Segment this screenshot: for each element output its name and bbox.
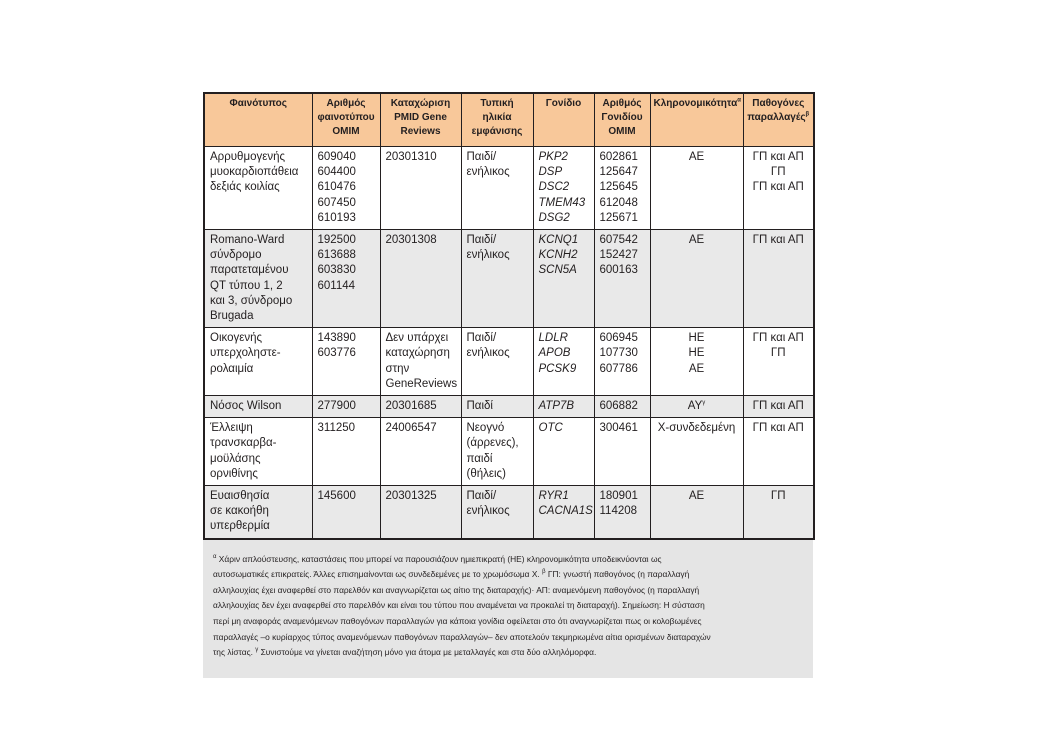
cell-line: 125647 [599,166,638,179]
cell-line: ΓΠ και ΑΠ [752,422,804,435]
cell-line: PKP2 [538,151,568,163]
cell-gene [533,418,594,486]
cell-gene-omim [594,230,650,328]
cell-line: 145600 [317,490,356,503]
header-inheritance: Κληρονομικότητα$^\alpha$ [650,93,743,147]
cell-line: ΓΠ και ΑΠ [752,181,804,194]
cell-line: (άρρενες), [466,437,519,450]
footnote-line: περί μη αναφοράς αναμενόμενων παθογόνων παραλλαγών για κάποια γονίδια οφείλεται στο ότι αναγνωρίζεται πως οι κολοβωμένες [213,616,702,627]
cell-line: RYR1 [538,490,569,503]
cell-line: μυοκαρδιοπάθεια [210,166,299,179]
cell-pmid [380,396,461,418]
cell-line: 180901 [599,490,638,503]
footnote-line: $^\alpha$ Χάριν απλούστευσης, καταστάσεις που μπορεί να παρουσιάζουν ημιεπικρατή (ΗΕ) κληρονομικότητα υποδεικνύονται ως [213,553,662,564]
cell-line: ΓΠ [770,347,786,360]
cell-phenotype [204,147,312,230]
cell-line: Νεογνό [466,422,505,435]
cell-line: (θήλεις) [466,467,506,480]
cell-line: ΓΠ και ΑΠ [752,400,804,413]
table-panel [203,92,813,672]
cell-line: PCSK9 [538,362,577,375]
cell-phenotype-omim [312,486,380,539]
cell-line: 20301308 [385,234,437,247]
cell-line: 107730 [599,347,638,360]
cell-line: 20301685 [385,400,437,413]
cell-line: τρανσκαρβα- [210,437,277,450]
cell-line: 601144 [317,279,356,292]
cell-line: Παιδί/ [466,151,497,163]
cell-line: 607542 [599,234,638,247]
cell-line: 609040 [317,151,356,163]
cell-line: ΓΠ [770,490,786,503]
cell-inheritance [650,230,743,328]
cell-line: στην [385,362,410,375]
header-phenotype-omim: Αριθμός φαινοτύπου OMIM [312,93,380,147]
header-age: Τυπική ηλικία εμφάνισης [461,93,533,147]
cell-line: QT τύπου 1, 2 [210,279,283,292]
cell-line: μοϋλάσης [210,452,261,465]
cell-phenotype [204,418,312,486]
cell-line: 610193 [317,211,356,224]
cell-line: καταχώρηση [385,347,450,360]
cell-phenotype-omim [312,418,380,486]
cell-line: 606945 [599,332,638,345]
cell-inheritance [650,147,743,230]
footnote-line: παραλλαγές –ο κυρίαρχος τύπος αναμενόμενων παθογόνων παραλλαγών– δεν αποτελούν τεκμηριωμένα αίτια ορισμένων διαταραχών [213,631,711,642]
cell-line: 604400 [317,166,356,179]
cell-line: 602861 [599,151,638,163]
cell-gene [533,230,594,328]
cell-line: και 3, σύνδρομο [210,294,293,307]
cell-line: 300461 [599,422,638,435]
header-gene-omim: Αριθμός Γονιδίου OMIM [594,93,650,147]
cell-line: ΓΠ και ΑΠ [752,234,804,247]
cell-line: 610476 [317,181,356,194]
cell-line: ενήλικος [466,347,510,360]
cell-line: Brugada [210,310,254,323]
cell-line: ΓΠ και ΑΠ [752,151,804,163]
table-row [204,396,814,418]
cell-pmid [380,147,461,230]
cell-age [461,418,533,486]
cell-inheritance [650,328,743,396]
cell-line: Δεν υπάρχει [385,332,449,345]
header-variants: Παθογόνες παραλλαγές$^\beta$ [743,93,814,147]
gene-table [203,92,815,540]
cell-line: Νόσος Wilson [210,400,282,413]
cell-line: DSP [538,166,563,179]
cell-line: ορνιθίνης [210,467,258,480]
cell-line: ΑΕ [688,151,705,163]
cell-line: LDLR [538,332,568,345]
cell-variants [743,486,814,539]
cell-line: Παιδί/ [466,234,497,247]
cell-line: ΗΕ [688,332,705,345]
cell-line: 125645 [599,181,638,194]
cell-phenotype-omim [312,147,380,230]
cell-inheritance [650,486,743,539]
cell-phenotype [204,328,312,396]
cell-gene [533,396,594,418]
cell-line: 24006547 [385,422,437,435]
footnote-line: αλληλουχίας έχει αναφερθεί στο παρελθόν και αναγνωρίζεται ως αίτιο της διαταραχής)· ΑΠ: αναμενόμενη παθογόνος (η παραλλαγή [213,584,700,595]
cell-line: σε κακοήθη [210,505,269,518]
cell-line: παρατεταμένου [210,264,289,277]
cell-inheritance [650,418,743,486]
cell-line: 613688 [317,249,356,262]
cell-line: Παιδί/ [466,490,497,503]
cell-line: ενήλικος [466,505,510,518]
footnote-line: της λίστας. $^\gamma$ Συνιστούμε να γίνεται αναζήτηση μόνο για άτομα με μεταλλαγές και στα δύο αλληλόμορφα. [213,647,597,658]
cell-line: Χ-συνδεδεμένη [657,422,736,435]
cell-pmid [380,230,461,328]
cell-line: 603776 [317,347,356,360]
cell-gene [533,486,594,539]
cell-line: GeneReviews [385,377,458,390]
cell-variants [743,147,814,230]
cell-line: ΑΕ [688,362,705,375]
header-phenotype: Φαινότυπος [204,93,312,147]
cell-variants [743,230,814,328]
cell-pmid [380,486,461,539]
cell-pmid [380,418,461,486]
cell-line: $A\Upsilon^\gamma$ [687,400,706,413]
cell-line: KCNQ1 [538,234,579,247]
cell-line: 192500 [317,234,356,247]
table-row [204,230,814,328]
cell-line: ΗΕ [688,347,705,360]
cell-gene-omim [594,418,650,486]
cell-phenotype-omim [312,230,380,328]
table-row [204,486,814,539]
cell-gene [533,147,594,230]
cell-age [461,147,533,230]
header-row [204,93,814,147]
table-row [204,418,814,486]
cell-age [461,230,533,328]
cell-line: ρολαιμία [210,362,254,375]
cell-line: DSC2 [538,181,570,194]
cell-age [461,486,533,539]
cell-line: 607786 [599,362,638,375]
cell-line: δεξιάς κοιλίας [210,181,280,194]
cell-line: 152427 [599,249,638,262]
cell-line: 114208 [599,505,638,518]
cell-line: υπερχοληστε- [210,347,281,360]
cell-line: ATP7B [538,400,575,413]
cell-line: OTC [538,422,563,435]
cell-pmid [380,328,461,396]
cell-line: 606882 [599,400,638,413]
cell-phenotype-omim [312,328,380,396]
cell-line: ΑΕ [688,234,705,247]
cell-inheritance [650,396,743,418]
cell-variants [743,418,814,486]
footnotes [203,540,813,678]
cell-line: 125671 [599,211,638,224]
cell-line: 277900 [317,400,356,413]
cell-line: Ευαισθησία [210,490,270,503]
cell-line: 20301310 [385,151,437,163]
cell-line: σύνδρομο [210,249,262,262]
cell-line: ενήλικος [466,166,510,179]
cell-line: Οικογενής [210,332,263,345]
table-row [204,328,814,396]
cell-line: 143890 [317,332,356,345]
cell-line: SCN5A [538,264,577,277]
cell-line: 612048 [599,196,638,209]
cell-line: 603830 [317,264,356,277]
cell-variants [743,396,814,418]
cell-gene-omim [594,396,650,418]
cell-line: Romano-Ward [210,234,285,247]
cell-line: KCNH2 [538,249,578,262]
cell-gene-omim [594,328,650,396]
cell-line: υπερθερμία [210,520,270,533]
cell-line: TMEM43 [538,196,586,209]
header-pmid: Καταχώριση PMID Gene Reviews [380,93,461,147]
cell-line: DSG2 [538,211,570,224]
cell-line: παιδί [466,452,493,465]
footnote-line: αυτοσωματικές επικρατείς. Άλλες επισημαίνονται ως συνδεδεμένες με το χρωμόσωμα Χ. $^\beta$ ΓΠ: γνωστή παθογόνος (η παραλλαγή [213,569,690,580]
cell-line: 607450 [317,196,356,209]
cell-gene-omim [594,147,650,230]
cell-line: Αρρυθμογενής [210,151,286,163]
header-gene: Γονίδιο [533,93,594,147]
cell-line: 20301325 [385,490,437,503]
cell-line: ΓΠ [770,166,786,179]
cell-line: ΓΠ και ΑΠ [752,332,804,345]
footnote-line: αλληλουχίας δεν έχει αναφερθεί στο παρελθόν και είναι του τύπου που αναμένεται να προκαλεί τη διαταραχή). Σημείωση: Η σύσταση [213,600,705,611]
cell-phenotype [204,230,312,328]
cell-line: 600163 [599,264,638,277]
cell-line: CACNA1S [538,505,593,518]
cell-gene [533,328,594,396]
cell-phenotype [204,486,312,539]
cell-gene-omim [594,486,650,539]
cell-phenotype-omim [312,396,380,418]
cell-phenotype [204,396,312,418]
cell-line: ΑΕ [688,490,705,503]
cell-line: APOB [538,347,571,360]
table-row [204,147,814,230]
cell-line: 311250 [317,422,356,435]
cell-line: Έλλειψη [210,422,253,435]
cell-age [461,396,533,418]
cell-line: Παιδί/ [466,332,497,345]
cell-line: ενήλικος [466,249,510,262]
cell-variants [743,328,814,396]
cell-line: Παιδί [466,400,493,413]
cell-age [461,328,533,396]
